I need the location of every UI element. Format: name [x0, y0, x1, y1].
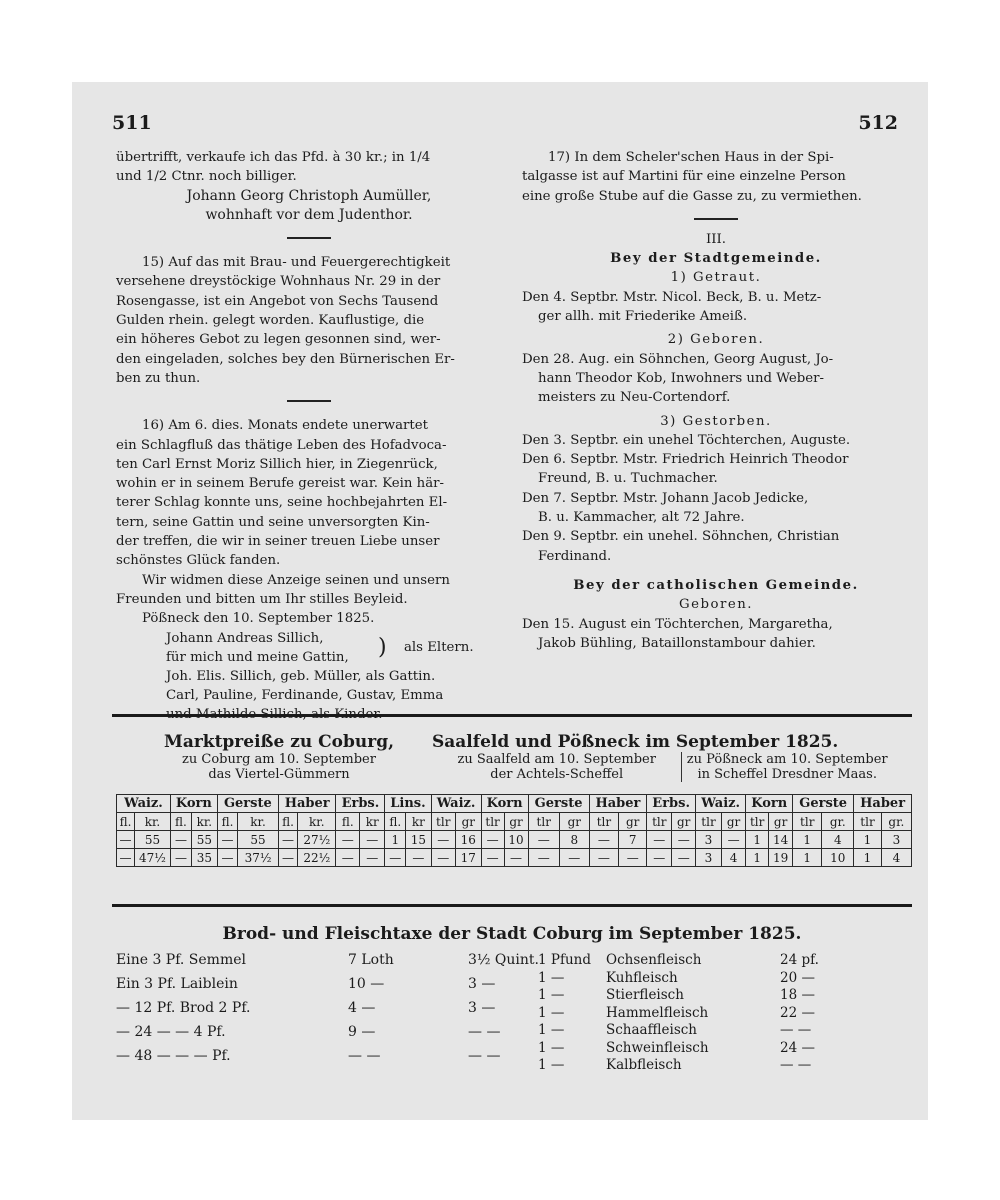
group-header-cell: Gerste — [528, 795, 589, 813]
group-header-cell: Haber — [589, 795, 647, 813]
parents-name: Johann Andreas Sillich, — [166, 630, 324, 646]
bread-quint: — — — [468, 1048, 501, 1064]
subsection-married: 1) Getraut. — [670, 270, 762, 286]
catholic-line: Jakob Bühling, Bataillonstambour dahier. — [538, 635, 816, 651]
bread-weight: 7 Loth — [348, 952, 394, 968]
bread-quint: 3 — — [468, 976, 496, 992]
price-cell: — — [406, 849, 431, 867]
death-line: B. u. Kammacher, alt 72 Jahre. — [538, 510, 745, 526]
notice-line: eine große Stube auf die Gasse zu, zu vermiethen. — [522, 188, 862, 204]
parents-label: als Eltern. — [404, 639, 474, 655]
bread-weight: — — — [348, 1048, 381, 1064]
unit-cell: gr — [769, 813, 793, 831]
price-cell: 7 — [619, 831, 647, 849]
saalfeld-date: zu Saalfeld am 10. September — [457, 752, 656, 767]
price-cell: — — [278, 831, 297, 849]
notice-line: ben zu thun. — [116, 370, 201, 386]
meat-price: — — — [780, 1022, 812, 1038]
price-cell: — — [647, 831, 672, 849]
table-row — [117, 831, 912, 849]
price-cell: 17 — [455, 849, 481, 867]
notice-line: terer Schlag konnte uns, seine hochbejahrten El- — [116, 495, 448, 511]
price-cell: 27½ — [298, 831, 336, 849]
unit-cell: tlr — [746, 813, 769, 831]
unit-cell: kr. — [238, 813, 279, 831]
price-cell: 19 — [769, 849, 793, 867]
newspaper-page — [72, 82, 928, 1120]
group-header-cell: Waiz. — [431, 795, 481, 813]
poessneck-measure: in Scheffel Dresdner Maas. — [697, 767, 877, 782]
price-cell: 14 — [769, 831, 793, 849]
bread-quint: — — — [468, 1024, 501, 1040]
married-line: ger allh. mit Friederike Ameiß. — [538, 309, 748, 325]
meat-name: Schaaffleisch — [606, 1022, 697, 1038]
price-cell: — — [360, 849, 385, 867]
group-header-cell: Haber — [278, 795, 336, 813]
price-cell: 10 — [822, 849, 854, 867]
right-column — [522, 148, 910, 653]
meat-price: 18 — — [780, 987, 815, 1003]
notice-line: wohin er in seinem Berufe gereist war. Kein här- — [116, 476, 445, 492]
unit-cell: fl. — [278, 813, 297, 831]
price-cell: — — [528, 849, 559, 867]
unit-cell: kr. — [135, 813, 171, 831]
notice-line: Gulden rhein. gelegt worden. Kauflustige, die — [116, 313, 425, 329]
unit-cell: fl. — [217, 813, 237, 831]
meat-qty: 1 — — [538, 1022, 565, 1038]
price-cell: 16 — [455, 831, 481, 849]
price-cell: 4 — [822, 831, 854, 849]
children-line: Carl, Pauline, Ferdinande, Gustav, Emma — [166, 687, 444, 703]
unit-cell: gr — [721, 813, 745, 831]
price-cell: 10 — [504, 831, 528, 849]
meat-price: 24 — — [780, 1039, 815, 1056]
price-cell: — — [117, 831, 135, 849]
price-cell: — — [170, 831, 191, 849]
unit-cell: gr — [619, 813, 647, 831]
price-cell: 55 — [238, 831, 279, 849]
notice-line: der treffen, die wir in seiner treuen Liebe unser — [116, 534, 440, 550]
unit-cell: tlr — [481, 813, 504, 831]
notice-15 — [116, 253, 502, 388]
section-rule — [112, 904, 912, 907]
group-header-cell: Korn — [170, 795, 217, 813]
notice-line: tern, seine Gattin und seine unversorgten Kin- — [116, 514, 430, 530]
group-header-cell: Korn — [481, 795, 528, 813]
meat-price: 20 — — [780, 969, 815, 986]
separator — [287, 237, 331, 239]
bread-item: Ein 3 Pf. Laiblein — [116, 976, 238, 992]
section-rule — [112, 714, 912, 717]
group-header-cell: Haber — [854, 795, 912, 813]
unit-cell: tlr — [589, 813, 619, 831]
notice-line: den eingeladen, solches bey den Bürnerischen Er- — [116, 351, 455, 367]
meat-price: — — — [780, 1057, 812, 1073]
bread-weight: 10 — — [348, 976, 385, 992]
unit-cell: tlr — [696, 813, 722, 831]
price-cell: — — [217, 831, 237, 849]
group-header-cell: Erbs. — [336, 795, 385, 813]
price-cell: — — [431, 849, 455, 867]
price-cell: — — [672, 849, 696, 867]
price-cell: — — [217, 849, 237, 867]
unit-cell: gr — [672, 813, 696, 831]
notice-line: ein Schlagfluß das thätige Leben des Hofadvoca- — [116, 437, 447, 453]
price-cell: — — [336, 849, 360, 867]
meat-name: Kalbfleisch — [606, 1057, 682, 1073]
born-line: Den 28. Aug. ein Söhnchen, Georg August, Jo- — [522, 351, 834, 367]
intro-line: übertrifft, verkaufe ich das Pfd. à 30 kr.; in 1/4 — [116, 150, 431, 165]
catholic-line: Den 15. August ein Töchterchen, Margaretha, — [522, 616, 833, 632]
table-row — [117, 849, 912, 867]
bread-weight: 9 — — [348, 1024, 376, 1040]
price-cell: — — [481, 831, 504, 849]
section-title: Bey der Stadtgemeinde. — [610, 251, 822, 267]
bread-item: — 48 — — — Pf. — [116, 1048, 231, 1064]
unit-cell: tlr — [647, 813, 672, 831]
price-cell: 4 — [881, 849, 911, 867]
bread-quint: 3½ Quint. — [468, 952, 539, 968]
death-line: Freund, B. u. Tuchmacher. — [538, 471, 718, 487]
price-cell: — — [431, 831, 455, 849]
notice-line: ein höheres Gebot zu legen gesonnen sind, wer- — [116, 332, 441, 348]
unit-cell: tlr — [854, 813, 882, 831]
price-cell: — — [528, 831, 559, 849]
price-cell: 1 — [854, 849, 882, 867]
unit-cell: gr — [504, 813, 528, 831]
saalfeld-header — [432, 732, 892, 782]
meat-name: Stierfleisch — [606, 987, 684, 1003]
signature-address: wohnhaft vor dem Judenthor. — [205, 206, 413, 223]
children-line: und Mathilde Sillich, als Kinder. — [166, 707, 383, 723]
notice-line: schönstes Glück fanden. — [116, 553, 281, 569]
page-number-left: 511 — [112, 112, 152, 134]
coburg-header — [164, 732, 394, 782]
coburg-date: zu Coburg am 10. September — [182, 752, 376, 767]
price-cell: — — [170, 849, 191, 867]
price-cell: — — [336, 831, 360, 849]
death-line: Den 9. Septbr. ein unehel. Söhnchen, Christian — [522, 529, 840, 545]
unit-cell: gr. — [822, 813, 854, 831]
price-cell: 1 — [746, 831, 769, 849]
notice-line: 16) Am 6. dies. Monats endete unerwartet — [142, 418, 428, 434]
bread-item: — 24 — — 4 Pf. — [116, 1024, 226, 1040]
catholic-subsection: Geboren. — [678, 597, 754, 613]
coburg-measure: das Viertel-Gümmern — [208, 767, 350, 782]
notice-17 — [522, 148, 910, 206]
price-cell: — — [278, 849, 297, 867]
meat-qty: 1 — — [538, 1057, 565, 1073]
notice-line: Freunden und bitten um Ihr stilles Beyleid. — [116, 591, 408, 607]
meat-price: 24 pf. — [780, 952, 819, 968]
meat-name: Ochsenfleisch — [606, 952, 702, 968]
price-cell: 37½ — [238, 849, 279, 867]
price-cell: — — [559, 849, 589, 867]
meat-qty: 1 — — [538, 1004, 565, 1021]
separator — [694, 218, 738, 220]
unit-cell: tlr — [793, 813, 822, 831]
unit-cell: kr. — [298, 813, 336, 831]
meat-qty: 1 — — [538, 969, 565, 986]
section-numeral: III. — [706, 231, 726, 247]
separator — [287, 400, 331, 402]
bread-quint: 3 — — [468, 1000, 496, 1016]
price-cell: — — [117, 849, 135, 867]
price-cell: — — [385, 849, 406, 867]
unit-cell: gr. — [881, 813, 911, 831]
saalfeld-sub — [432, 752, 681, 782]
price-cell: — — [721, 831, 745, 849]
price-cell: 47½ — [135, 849, 171, 867]
price-cell: 3 — [696, 831, 722, 849]
group-header-cell: Waiz. — [696, 795, 746, 813]
group-header-cell: Korn — [746, 795, 793, 813]
saalfeld-subheaders — [432, 752, 892, 782]
death-line: Ferdinand. — [538, 548, 612, 564]
signature-name: Johann Georg Christoph Aumüller, — [186, 187, 432, 204]
married-line: Den 4. Septbr. Mstr. Nicol. Beck, B. u. Metz- — [522, 289, 822, 305]
notice-line: Wir widmen diese Anzeige seinen und unsern — [142, 572, 450, 588]
born-line: hann Theodor Kob, Inwohners und Weber- — [538, 370, 824, 386]
meat-name: Kuhfleisch — [606, 969, 678, 986]
price-cell: 3 — [696, 849, 722, 867]
death-line: Den 6. Septbr. Mstr. Friedrich Heinrich Theodor — [522, 452, 849, 468]
intro-line: und 1/2 Ctnr. noch billiger. — [116, 169, 297, 185]
price-cell: 55 — [191, 831, 217, 849]
price-table — [116, 794, 912, 867]
price-cell: 8 — [559, 831, 589, 849]
bread-item: Eine 3 Pf. Semmel — [116, 952, 246, 968]
price-cell: 55 — [135, 831, 171, 849]
price-cell: 4 — [721, 849, 745, 867]
group-header-cell: Gerste — [793, 795, 854, 813]
subsection-died: 3) Gestorben. — [660, 413, 772, 429]
group-header-cell: Lins. — [385, 795, 431, 813]
notice-line: Rosengasse, ist ein Angebot von Sechs Tausend — [116, 293, 439, 309]
saalfeld-measure: der Achtels-Scheffel — [490, 767, 624, 782]
meat-qty: 1 Pfund — [538, 952, 591, 968]
catholic-title: Bey der catholischen Gemeinde. — [573, 577, 859, 593]
unit-cell: fl. — [385, 813, 406, 831]
bread-item: — 12 Pf. Brod 2 Pf. — [116, 1000, 251, 1016]
bread-weight: 4 — — [348, 1000, 376, 1016]
poessneck-sub — [681, 752, 892, 782]
group-header-cell: Waiz. — [117, 795, 171, 813]
unit-cell: gr — [559, 813, 589, 831]
unit-cell: tlr — [431, 813, 455, 831]
notice-line: talgasse ist auf Martini für eine einzelne Person — [522, 169, 846, 185]
notice-line: ten Carl Ernst Moriz Sillich hier, in Ziegenrück, — [116, 456, 438, 472]
table-unit-row — [117, 813, 912, 831]
brace: ) — [378, 634, 387, 660]
unit-cell: kr — [406, 813, 431, 831]
price-cell: 15 — [406, 831, 431, 849]
price-cell: — — [647, 849, 672, 867]
price-cell: — — [672, 831, 696, 849]
notice-line: 17) In dem Scheler'schen Haus in der Spi- — [548, 150, 834, 165]
group-header-cell: Gerste — [217, 795, 278, 813]
coburg-title: Marktpreiße zu Coburg, — [164, 732, 394, 752]
price-cell: 22½ — [298, 849, 336, 867]
meat-name: Schweinfleisch — [606, 1039, 709, 1056]
unit-cell: gr — [455, 813, 481, 831]
price-table-wrap — [116, 794, 912, 867]
left-column — [116, 148, 502, 724]
price-cell: — — [481, 849, 504, 867]
unit-cell: kr. — [191, 813, 217, 831]
page-number-right: 512 — [858, 112, 898, 134]
unit-cell: fl. — [117, 813, 135, 831]
meat-qty: 1 — — [538, 987, 565, 1003]
wife-line: Joh. Elis. Sillich, geb. Müller, als Gattin. — [166, 668, 436, 684]
subsection-born: 2) Geboren. — [667, 332, 765, 348]
price-cell: — — [589, 831, 619, 849]
price-cell: 35 — [191, 849, 217, 867]
price-cell: 1 — [385, 831, 406, 849]
unit-cell: tlr — [528, 813, 559, 831]
born-line: meisters zu Neu-Cortendorf. — [538, 390, 731, 406]
place-date: Pößneck den 10. September 1825. — [142, 611, 375, 627]
price-cell: 3 — [881, 831, 911, 849]
unit-cell: kr — [360, 813, 385, 831]
notice-line: 15) Auf das mit Brau- und Feuergerechtigkeit — [142, 255, 451, 271]
meat-name: Hammelfleisch — [606, 1004, 709, 1021]
unit-cell: fl. — [336, 813, 360, 831]
parents-note: für mich und meine Gattin, — [166, 649, 349, 665]
death-line: Den 7. Septbr. Mstr. Johann Jacob Jedicke, — [522, 490, 809, 506]
saalfeld-title: Saalfeld und Pößneck im September 1825. — [432, 732, 839, 752]
price-cell: 1 — [793, 849, 822, 867]
price-cell: 1 — [854, 831, 882, 849]
notice-16 — [116, 416, 502, 724]
death-line: Den 3. Septbr. ein unehel Töchterchen, Auguste. — [522, 432, 851, 448]
meat-price: 22 — — [780, 1004, 815, 1021]
price-cell: — — [589, 849, 619, 867]
price-cell: 1 — [793, 831, 822, 849]
notice-line: versehene dreystöckige Wohnhaus Nr. 29 in der — [116, 274, 441, 290]
unit-cell: fl. — [170, 813, 191, 831]
table-header-row — [117, 795, 912, 813]
price-cell: 1 — [746, 849, 769, 867]
price-cell: — — [619, 849, 647, 867]
price-cell: — — [504, 849, 528, 867]
bread-meat-title: Brod- und Fleischtaxe der Stadt Coburg im September 1825. — [222, 924, 802, 944]
price-cell: — — [360, 831, 385, 849]
group-header-cell: Erbs. — [647, 795, 696, 813]
meat-qty: 1 — — [538, 1039, 565, 1056]
parents-block — [116, 629, 502, 667]
poessneck-date: zu Pößneck am 10. September — [686, 752, 888, 767]
